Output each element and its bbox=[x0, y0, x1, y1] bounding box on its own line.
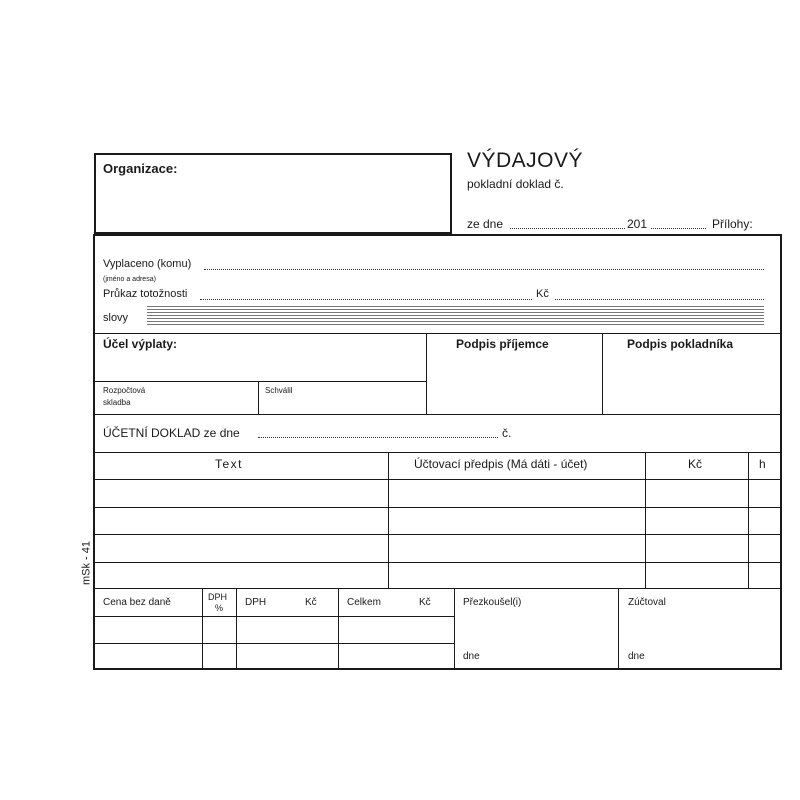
cashier-signature-label: Podpis pokladníka bbox=[627, 337, 734, 351]
summary-row-rule bbox=[94, 616, 454, 617]
col-header-amount: Kč bbox=[688, 457, 703, 471]
document-subtitle: pokladní doklad č. bbox=[467, 177, 564, 191]
budget-top-rule bbox=[94, 381, 426, 382]
total-amount-field[interactable] bbox=[340, 618, 453, 642]
recipient-signature-field[interactable] bbox=[428, 354, 600, 412]
amount-in-words-field[interactable] bbox=[147, 304, 764, 326]
summary-divider-4 bbox=[454, 588, 455, 669]
table-row[interactable] bbox=[96, 564, 780, 587]
year-prefix: 201 bbox=[627, 217, 648, 231]
table-row-rule bbox=[94, 562, 781, 563]
signature-divider bbox=[602, 333, 603, 414]
col-header-cents: h bbox=[759, 457, 766, 471]
date-prefix: ze dne bbox=[467, 217, 504, 231]
accounted-by-label: Zúčtoval bbox=[628, 597, 666, 608]
form-code-label: mSk - 41 bbox=[80, 540, 93, 586]
summary-row-rule bbox=[94, 643, 454, 644]
col-header-posting: Účtovací předpis (Má dáti - účet) bbox=[414, 457, 588, 471]
name-address-note: (jméno a adresa) bbox=[103, 276, 156, 283]
table-row-rule bbox=[94, 479, 781, 480]
purpose-field[interactable] bbox=[96, 352, 424, 380]
purpose-label: Účel výplaty: bbox=[103, 337, 178, 351]
accounted-by-signature-field[interactable] bbox=[620, 612, 780, 648]
paid-to-label: Vyplaceno (komu) bbox=[103, 258, 192, 270]
accounting-doc-label: ÚČETNÍ DOKLAD ze dne bbox=[103, 426, 240, 440]
col-header-text: Text bbox=[215, 457, 244, 471]
checked-date-label: dne bbox=[463, 651, 480, 662]
price-excl-vat-field[interactable] bbox=[96, 618, 201, 642]
vat-label: DPH bbox=[245, 597, 267, 608]
organization-label: Organizace: bbox=[103, 161, 178, 176]
vat-currency-label: Kč bbox=[305, 597, 317, 608]
summary-divider-5 bbox=[618, 588, 619, 669]
purpose-top-rule bbox=[94, 333, 781, 334]
year-field[interactable] bbox=[651, 228, 706, 229]
summary-divider-1 bbox=[202, 588, 203, 669]
table-row[interactable] bbox=[96, 509, 780, 533]
accounting-date-field[interactable] bbox=[258, 437, 498, 438]
budget-divider bbox=[258, 381, 259, 414]
table-row[interactable] bbox=[96, 536, 780, 561]
checked-by-label: Přezkoušel(i) bbox=[463, 597, 522, 608]
date-field[interactable] bbox=[510, 228, 625, 229]
purpose-bottom-rule bbox=[94, 414, 781, 415]
approved-label: Schválil bbox=[265, 386, 293, 395]
summary-divider-2 bbox=[236, 588, 237, 669]
currency-label: Kč bbox=[536, 288, 549, 300]
id-card-field[interactable] bbox=[200, 299, 532, 300]
total-currency-label: Kč bbox=[419, 597, 431, 608]
price-excl-vat-label: Cena bez daně bbox=[103, 597, 171, 608]
vat-percent-label-line2: % bbox=[215, 603, 224, 613]
vat-percent-label-line1: DPH bbox=[208, 592, 228, 602]
attachments-label: Přílohy: bbox=[712, 217, 753, 231]
vat-amount-field[interactable] bbox=[238, 618, 337, 642]
purpose-divider bbox=[426, 333, 427, 414]
budget-label-line2: skladba bbox=[103, 398, 131, 407]
amount-field[interactable] bbox=[555, 299, 764, 300]
in-words-label: slovy bbox=[103, 312, 129, 324]
accounted-date-label: dne bbox=[628, 651, 645, 662]
accounting-number-label: č. bbox=[502, 426, 512, 440]
budget-label-line1: Rozpočtová bbox=[103, 386, 146, 395]
checked-by-signature-field[interactable] bbox=[456, 612, 617, 648]
paid-to-field[interactable] bbox=[204, 269, 764, 270]
document-title: VÝDAJOVÝ bbox=[467, 149, 584, 172]
table-row[interactable] bbox=[96, 481, 780, 506]
id-card-label: Průkaz totožnosti bbox=[103, 288, 188, 300]
summary-divider-3 bbox=[338, 588, 339, 669]
summary-top-rule bbox=[94, 588, 781, 589]
total-label: Celkem bbox=[347, 597, 381, 608]
cashier-signature-field[interactable] bbox=[604, 354, 780, 412]
recipient-signature-label: Podpis příjemce bbox=[456, 337, 549, 351]
table-row-rule bbox=[94, 507, 781, 508]
entries-top-rule bbox=[94, 452, 781, 453]
vat-percent-field[interactable] bbox=[204, 618, 235, 642]
table-row-rule bbox=[94, 534, 781, 535]
